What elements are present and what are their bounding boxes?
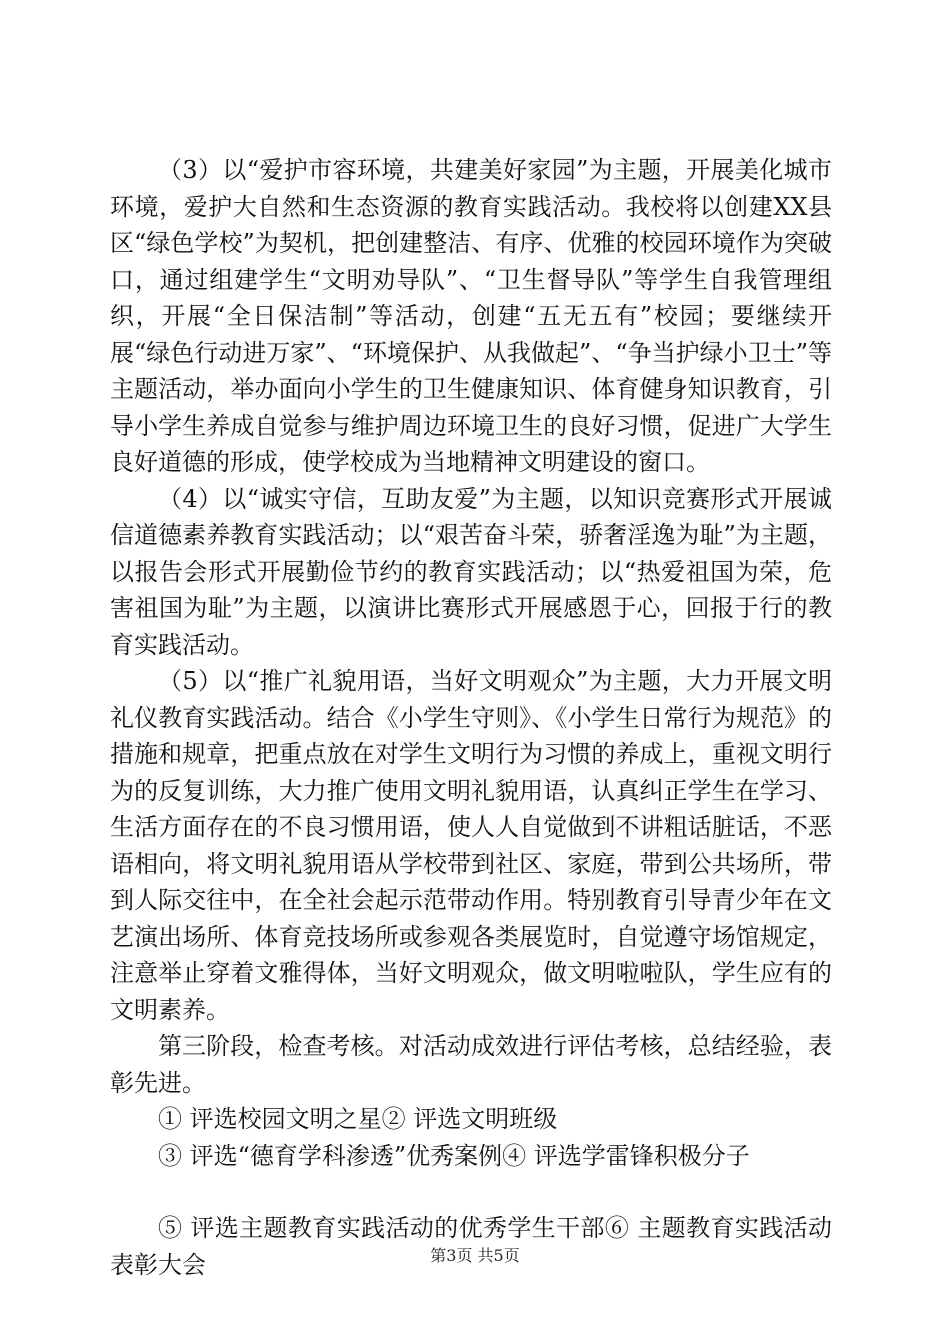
- list-item-awards-2: ③ 评选“德育学科渗透”优秀案例④ 评选学雷锋积极分子: [158, 1141, 750, 1170]
- page-footer: 第3页 共5页: [430, 1246, 520, 1265]
- paragraph-theme-5: （5）以“推广礼貌用语，当好文明观众”为主题，大力开展文明礼仪教育实践活动。结合《小学生守则》、《小学生日常行为规范》的措施和规章，把重点放在对学生文明行为习惯的养成上，重视文明行为的反复训练，大力推广使用文明礼貌用语，认真纠正学生在学习、生活方面存在的不良习惯用语，使人人自觉做到不讲粗话脏话，不恶语相向，将文明礼貌用语从学校带到社区、家庭，带到公共场所，带到人际交往中，在全社会起示范带动作用。特别教育引导青少年在文艺演出场所、体育竞技场所或参观各类展览时，自觉遵守场馆规定，注意举止穿着文雅得体，当好文明观众，做文明啦啦队，学生应有的文明素养。: [110, 667, 832, 1024]
- list-item-awards-1: ① 评选校园文明之星② 评选文明班级: [158, 1105, 558, 1133]
- list-item-awards-3: ⑤ 评选主题教育实践活动的优秀学生干部⑥ 主题教育实践活动表彰大会: [110, 1214, 832, 1279]
- paragraph-theme-3: （3）以“爱护市容环境，共建美好家园”为主题，开展美化城市环境，爱护大自然和生态资源的教育实践活动。我校将以创建XX县区“绿色学校”为契机，把创建整洁、有序、优雅的校园环境作为突破口，通过组建学生“文明劝导队”、“卫生督导队”等学生自我管理组织，开展“全日保洁制”等活动，创建“五无五有”校园；要继续开展“绿色行动进万家”、“环境保护、从我做起”、“争当护绿小卫士”等主题活动，举办面向小学生的卫生健康知识、体育健身知识教育，引导小学生养成自觉参与维护周边环境卫生的良好习惯，促进广大学生良好道德的形成，使学校成为当地精神文明建设的窗口。: [110, 156, 832, 476]
- paragraph-stage-3: 第三阶段，检查考核。对活动成效进行评估考核，总结经验，表彰先进。: [110, 1032, 832, 1097]
- document-body: [110, 152, 832, 1283]
- paragraph-theme-4: （4）以“诚实守信，互助友爱”为主题，以知识竞赛形式开展诚信道德素养教育实践活动；以“艰苦奋斗荣，骄奢淫逸为耻”为主题，以报告会形式开展勤俭节约的教育实践活动；以“热爱祖国为荣，危害祖国为耻”为主题，以演讲比赛形式开展感恩于心，回报于行的教育实践活动。: [110, 484, 832, 659]
